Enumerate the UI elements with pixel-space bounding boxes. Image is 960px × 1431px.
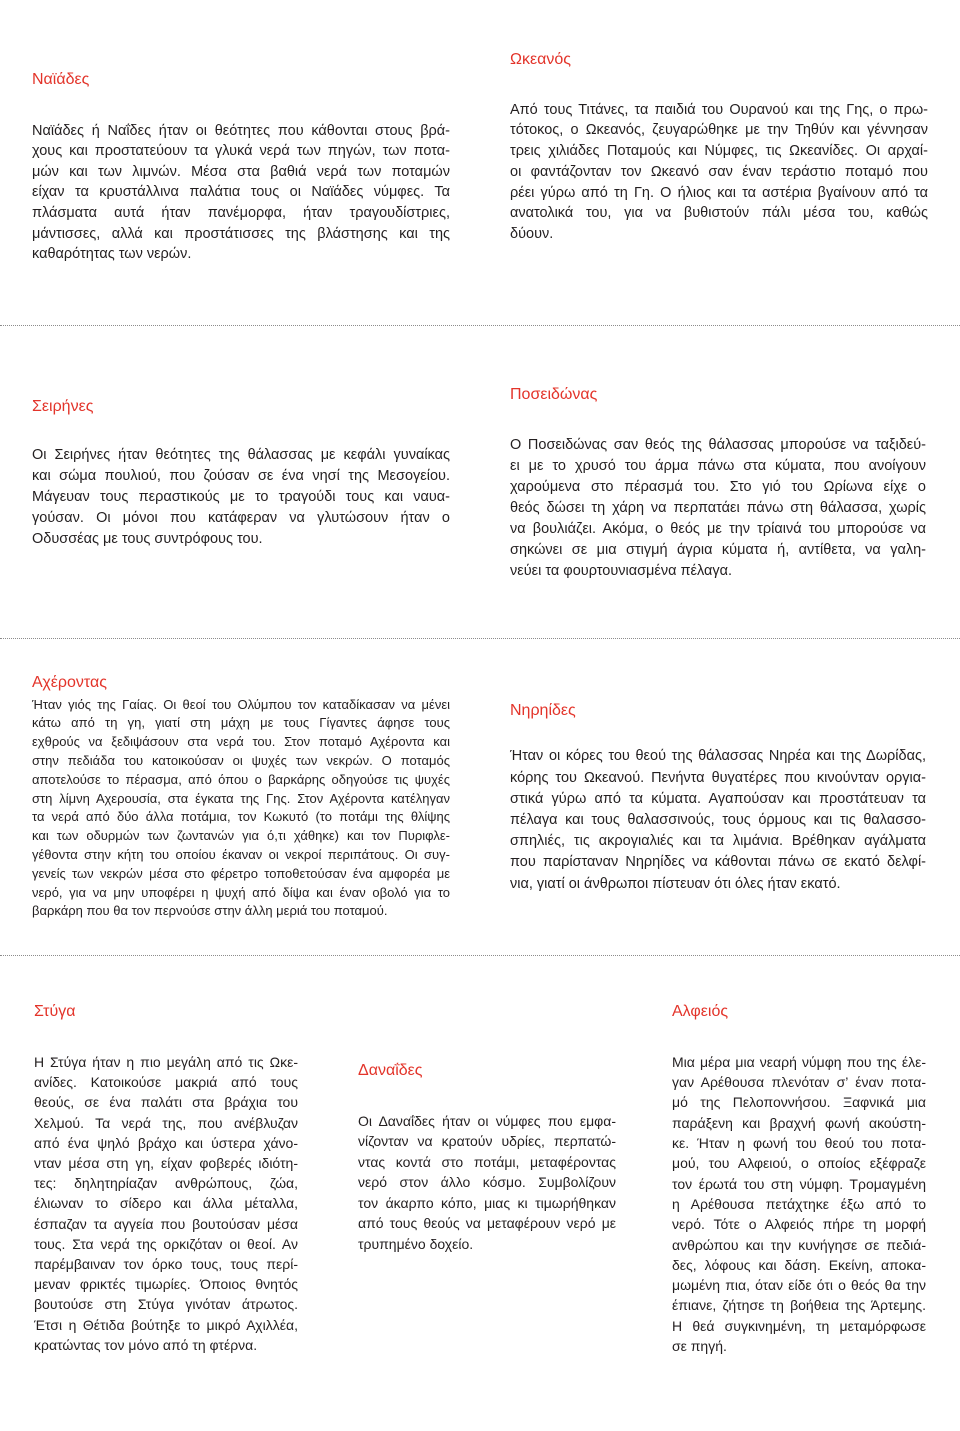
text-line: πλάσματα αυτά ήταν πανέμορφα, ήταν τραγουδίστριες, — [32, 205, 450, 222]
text-line: νερό στον άλλο κόσμο. Συμβολίζουν — [358, 1174, 616, 1191]
text-line: κάτω από τη γη, γιατί στη μάχη με τους Γίγαντες άφησε τους — [32, 715, 450, 731]
text-line: κρατώντας τον μόνο από τη φτέρνα. — [34, 1336, 258, 1353]
text-line: Ήταν οι κόρες του θεού της θάλασσας Νηρέα και της Δωρίδας, — [510, 748, 926, 765]
text-line: αποτελούσε το πέρασμα, από όπου ο βαρκάρης οδηγούσε τις ψυχές — [32, 771, 450, 787]
text-line: ανθρώπου και την κυνήγησε σε πεδιά- — [672, 1236, 926, 1253]
text-line: από ένα ψηλό βράχο και ύστερα χάνο- — [34, 1134, 298, 1151]
text-line: η Αρέθουσα πετάχτηκε έξω από το — [672, 1195, 926, 1212]
section-title: Νηρηίδες — [510, 702, 576, 719]
text-line: Ναϊάδες ή Ναΐδες ήταν οι θεότητες που κάθονται στους βρά- — [32, 122, 450, 139]
text-line: έλιωναν το σίδερο και άλλα μέταλλα, — [34, 1195, 298, 1212]
text-line: νια, γιατί οι άνθρωποι πίστευαν ότι όλες ήταν εκατό. — [510, 875, 841, 892]
text-line: μωμένη πια, όταν είδε ότι ο θεός θα την — [672, 1277, 926, 1294]
text-line: θεός δώσει τη χάρη να περπατάει πάνω στη θάλασσα, χωρίς — [510, 499, 926, 516]
text-line: μάντισσες, αλλά και προστάτισσες της βλάστησης και της — [32, 225, 450, 242]
text-line: τρυπημένο δοχείο. — [358, 1235, 474, 1252]
text-line: από τους θεούς να μεταφέρουν νερό με — [358, 1215, 616, 1232]
text-line: Η θεά συγκινημένη, τη μεταμόρφωσε — [672, 1317, 926, 1334]
section-text — [32, 445, 450, 550]
dotted-separator — [0, 638, 960, 639]
text-line: Ήταν γιός της Γαίας. Οι θεοί του Ολύμπου τον καταδίκασαν να μένει — [32, 696, 450, 712]
text-line: γέθοντα στην κήτη του οποίου έκαναν οι νεκροί περιπάτους. Οι συγ- — [32, 846, 450, 862]
text-line: μών και των λιμνών. Μέσα στα βαθιά νερά των ποταμών — [32, 163, 450, 180]
section-title: Ποσειδώνας — [510, 386, 598, 403]
text-line: κε. Ήταν η φωνή του θεού του ποτα- — [672, 1135, 926, 1152]
text-line: Μάγευαν τους περαστικούς με το τραγούδι τους και ναυα- — [32, 488, 450, 505]
text-line: και σώμα πουλιού, που ζούσαν σε ένα νησί της Μεσογείου. — [32, 467, 450, 484]
text-line: μό της Πελοποννήσου. Ξαφνικά μια — [672, 1094, 926, 1111]
section-text — [358, 1111, 616, 1255]
text-line: σε πηγή. — [672, 1338, 727, 1354]
text-line: Οι Σειρήνες ήταν θεότητες της θάλασσας με κεφάλι γυναίκας — [32, 446, 450, 463]
text-line: γαν Αρέθουσα πλενόταν σ’ έναν ποτα- — [672, 1074, 926, 1091]
text-line: νταν μέσα στη γη, είχαν φοβερές ιδιότη- — [34, 1155, 298, 1172]
text-line: να βουλιάζει. Ακόμα, ο θεός με την τρίαινά του μπορούσε να — [510, 520, 926, 537]
text-line: ανίδες. Κατοικούσε μακριά από τους — [34, 1074, 298, 1091]
text-line: στικά γύρω από τα κύματα. Αγαπούσαν και προστάτευαν τα — [510, 790, 926, 807]
text-line: εχθρούς να ξεδιψάσουν στα νερά του. Στον ποταμό Αχέροντα και — [32, 734, 450, 750]
section-text — [32, 121, 450, 265]
text-line: τότοκος, ο Ωκεανός, ζευγαρώθηκε με την Τηθύν και γέννησαν — [510, 122, 928, 139]
dotted-separator — [0, 955, 960, 956]
text-line: τους. Στα νερά της ορκιζόταν οι θεοί. Αν — [34, 1235, 298, 1252]
section-text — [510, 435, 926, 582]
text-line: Από τους Τιτάνες, τα παιδιά του Ουρανού και της Γης, ο πρω- — [510, 101, 928, 118]
text-line: στην πεδιάδα του κατοικούσαν οι ψυχές των νεκρών. Ο ποταμός — [32, 752, 450, 768]
text-line: θεούς, σε ένα παλάτι στα βράχια του — [34, 1094, 298, 1111]
text-line: χαρούμενα στο πέρασμά του. Στο γιό του Ωρίωνα είχε ο — [510, 478, 926, 495]
text-line: νερό, για να μην υποφέρει η ψυχή από δίψα και έναν οβολό για το — [32, 884, 450, 900]
text-line: μού, του Αλφειού, ο οποίος εξέφραζε — [672, 1155, 926, 1172]
text-line: τες: δηλητηρίαζαν ανθρώπους, ζώα, — [34, 1175, 298, 1192]
section-text — [510, 746, 926, 894]
section-title: Ναϊάδες — [32, 71, 90, 88]
text-line: τα νερά από δύο άλλα ποτάμια, τον Κωκυτό (το ποτάμι της θλίψης — [32, 809, 450, 825]
section-text — [34, 1052, 298, 1355]
text-line: νερό. Τότε ο Αλφειός πήρε τη μορφή — [672, 1216, 926, 1233]
section-text — [32, 696, 450, 922]
text-line: έσπαζαν τα αγγεία που βουτούσαν μέσα — [34, 1215, 298, 1232]
text-line: παράξενη και βραχνή φωνή ακούστη- — [672, 1114, 926, 1131]
text-line: νεύει τα φουρτουνιασμένα πέλαγα. — [510, 562, 733, 579]
text-line: γενείς των νεκρών μέσα στο φέρετρο τοποθετούσαν ένα αμφορέα με — [32, 865, 450, 881]
text-line: ανατολικά του, για να βυθιστούν πάλι μέσα του, καθώς — [510, 205, 928, 222]
section-title: Αχέροντας — [32, 674, 107, 691]
text-line: καθαρότητας των νερών. — [32, 246, 192, 263]
text-line: που παρίσταναν Νηρηίδες να κάθονται πάνω σε εκατό δελφί- — [510, 854, 926, 871]
text-line: Χελμού. Τα νερά της, που ανέβλυζαν — [34, 1114, 298, 1131]
text-line: πέλαγα και τους θαλασσινούς, τους όρμους και τις θαλασσο- — [510, 812, 926, 828]
text-line: βαρκάρη που θα τον περνούσε στην άλλη μεριά του ποταμού. — [32, 903, 388, 919]
section-title: Δαναΐδες — [358, 1062, 423, 1079]
text-line: τον έρωτά του στη νύμφη. Τρομαγμένη — [672, 1175, 926, 1192]
text-line: Η Στύγα ήταν η πιο μεγάλη από τις Ωκε- — [34, 1054, 298, 1070]
text-line: σπηλιές, τις ακρογιαλιές και τα λιμάνια. Βρέθηκαν αγάλματα — [510, 833, 926, 850]
text-line: σηκώνει σε μια στιγμή άγρια κύματα ή, αντίθετα, να γαλη- — [510, 541, 926, 558]
section-title: Στύγα — [34, 1003, 76, 1020]
text-line: παρέμβαιναν τον όρκο τους, τους περί- — [34, 1256, 298, 1273]
section-text — [672, 1052, 926, 1356]
text-line: ντας κοντά στο ποτάμι, μεταφέροντας — [358, 1153, 616, 1170]
dotted-separator — [0, 325, 960, 326]
text-line: είχαν τα κρυστάλλινα παλάτια τους οι Ναϊάδες νύμφες. Τα — [32, 184, 450, 201]
text-line: Μια μέρα μια νεαρή νύμφη που της έλε- — [672, 1053, 926, 1070]
text-line: Οι Δαναΐδες ήταν οι νύμφες που εμφα- — [358, 1112, 616, 1129]
text-line: και των οδυρμών των ζωντανών για ό,τι χάθηκε) και τον Πυριφλε- — [32, 828, 450, 844]
text-line: τον άκαρπο κόπο, μιας κι τιμωρήθηκαν — [358, 1194, 616, 1211]
section-title: Ωκεανός — [510, 51, 571, 68]
text-line: μεναν φρικτές τιμωρίες. Όποιος θνητός — [34, 1276, 298, 1293]
text-line: στη λίμνη Αχερουσία, στα έγκατα της Γης. Στον Αχέροντα κατέληγαν — [32, 790, 450, 806]
section-title: Σειρήνες — [32, 398, 94, 415]
text-line: δες, λόφους και δάση. Εκείνη, αποκα- — [672, 1256, 926, 1273]
text-line: νίζονταν να κρατούν υδρίες, περπατώ- — [358, 1133, 616, 1150]
text-line: χους και προστατεύουν τα γλυκά νερά των πηγών, των ποτα- — [32, 143, 450, 160]
text-line: δύουν. — [510, 225, 554, 242]
text-line: ρέει γύρω από τη Γη. Ο ήλιος και τα αστέρια βγαίνουν από τα — [510, 184, 928, 201]
section-title: Αλφειός — [672, 1003, 729, 1020]
text-line: τρεις χιλιάδες Ποταμούς και Νύμφες, τις Ωκεανίδες. Οι αρχαί- — [510, 143, 928, 160]
text-line: Έτσι η Θέτιδα βούτηξε το μικρό Αχιλλέα, — [34, 1316, 298, 1333]
text-line: γούσαν. Οι μόνοι που κατάφεραν να γλυτώσουν ήταν ο — [32, 509, 450, 526]
section-text — [510, 100, 928, 245]
text-line: έπιανε, ζήτησε τη βοήθεια της Άρτεμης. — [672, 1297, 926, 1314]
text-line: Ο Ποσειδώνας σαν θεός της θάλασσας μπορούσε να ταξιδεύ- — [510, 436, 926, 453]
text-line: ει με το χρυσό του άρμα πάνω στα κύματα, που ανοίγουν — [510, 457, 926, 474]
text-line: βουτούσε στη Στύγα γινόταν άτρωτος. — [34, 1296, 298, 1313]
text-line: οι φαντάζονταν τον Ωκεανό σαν έναν τεράστιο ποταμό που — [510, 163, 928, 180]
text-line: Οδυσσέας με τους συντρόφους του. — [32, 530, 263, 547]
text-line: κόρης του Ωκεανού. Πενήντα θυγατέρες που κινούνταν οργια- — [510, 769, 926, 786]
